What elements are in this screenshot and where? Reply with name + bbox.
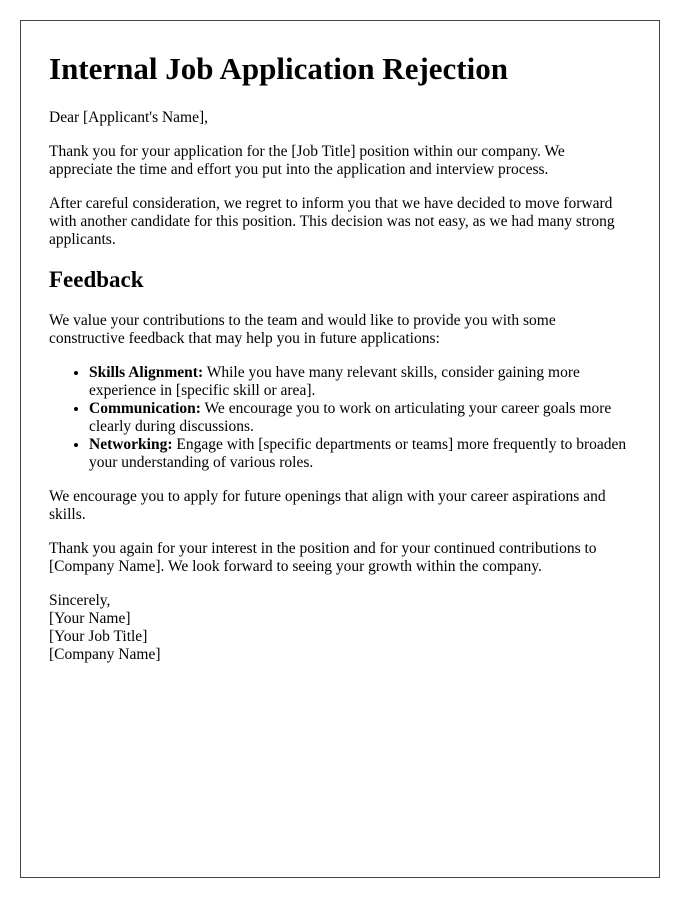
feedback-item-text: While you have many relevant skills, consider gaining more experience in [specific skill or area]. bbox=[89, 364, 580, 399]
feedback-heading: Feedback bbox=[49, 267, 144, 292]
feedback-item-text: We encourage you to work on articulating your career goals more clearly during discussions. bbox=[89, 400, 612, 435]
signature-block bbox=[49, 592, 631, 664]
page-title: Internal Job Application Rejection bbox=[49, 51, 508, 86]
feedback-intro: We value your contributions to the team and would like to provide you with some constructive feedback that may help you in future applications: bbox=[49, 312, 556, 347]
paragraph-encourage: We encourage you to apply for future openings that align with your career aspirations and skills. bbox=[49, 488, 606, 523]
feedback-item-text: Engage with [specific departments or teams] more frequently to broaden your understanding of various roles. bbox=[89, 436, 627, 471]
sender-name: [Your Name] bbox=[49, 610, 131, 627]
paragraph-thank-you: Thank you for your application for the [Job Title] position within our company. We appreciate the time and effort you put into the application and interview process. bbox=[49, 143, 565, 178]
letter-page bbox=[20, 20, 660, 878]
feedback-item-label: Networking: bbox=[89, 436, 173, 453]
list-item bbox=[89, 364, 631, 400]
feedback-list bbox=[49, 364, 631, 472]
sender-title: [Your Job Title] bbox=[49, 628, 148, 645]
feedback-item-label: Communication: bbox=[89, 400, 201, 417]
feedback-item-label: Skills Alignment: bbox=[89, 364, 204, 381]
signoff: Sincerely, bbox=[49, 592, 111, 609]
paragraph-decision: After careful consideration, we regret to inform you that we have decided to move forward with another candidate for this position. This decision was not easy, as we had many strong applicants. bbox=[49, 195, 615, 248]
list-item bbox=[89, 436, 631, 472]
paragraph-closing: Thank you again for your interest in the position and for your continued contributions to [Company Name]. We look forward to seeing your growth within the company. bbox=[49, 540, 597, 575]
greeting: Dear [Applicant's Name], bbox=[49, 109, 209, 126]
sender-company: [Company Name] bbox=[49, 646, 161, 663]
list-item bbox=[89, 400, 631, 436]
